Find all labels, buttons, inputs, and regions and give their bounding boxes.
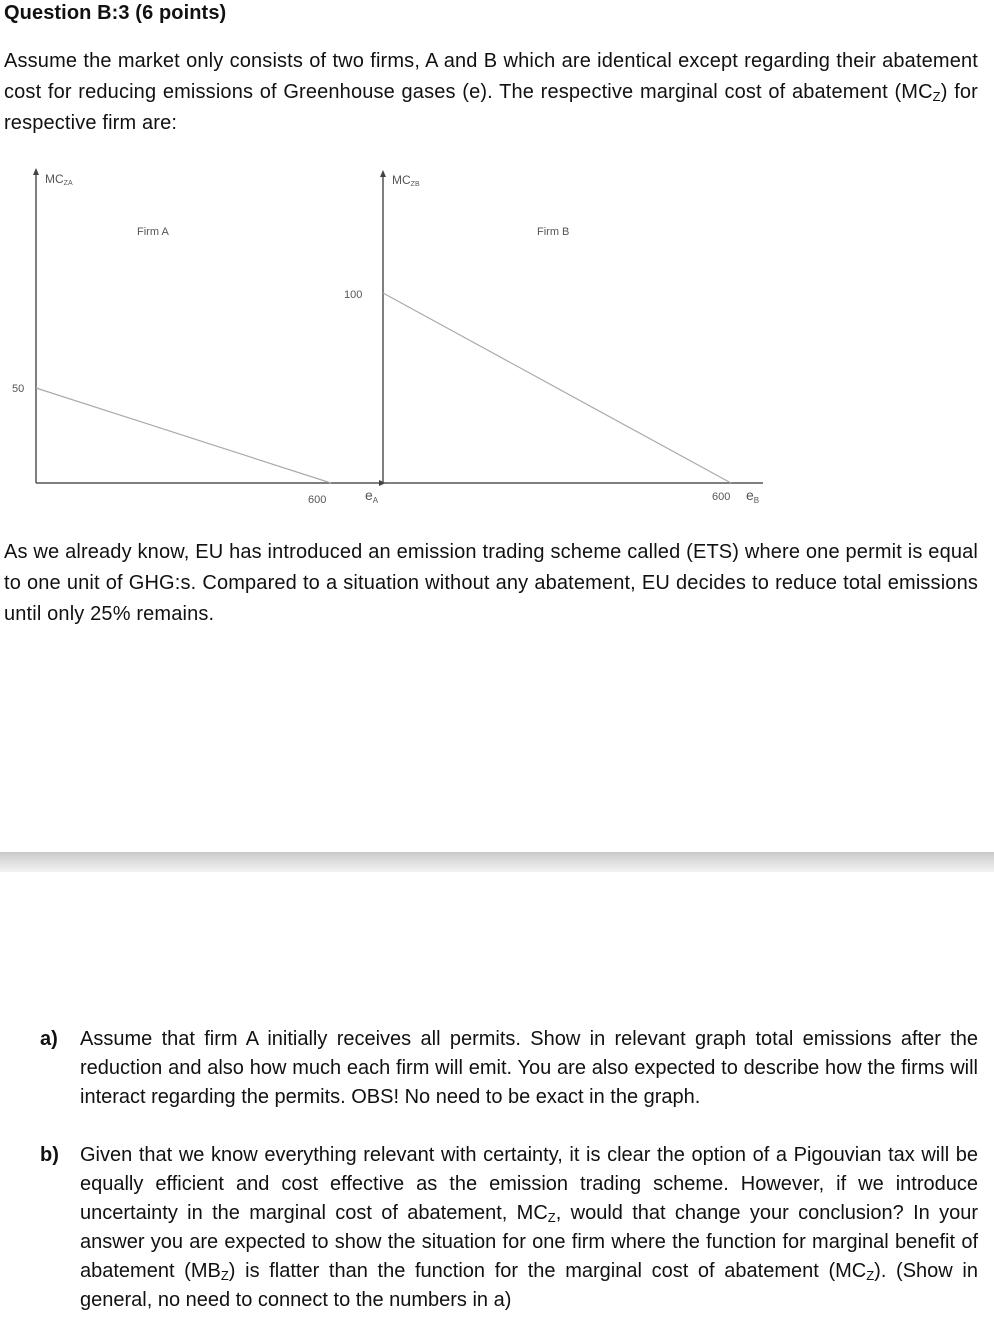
intro-subscript: Z: [932, 89, 941, 104]
question-b: [40, 1141, 978, 1315]
firm-a-mc-curve: [36, 388, 331, 483]
firm-b-y-arrow-icon: [380, 170, 386, 177]
firm-a-y-label: MCZA: [45, 172, 73, 187]
intro-paragraph: [4, 46, 978, 139]
firm-b-mc-curve: [383, 293, 731, 483]
question-title: Question B:3 (6 points): [4, 2, 227, 24]
question-a: [40, 1025, 978, 1112]
firm-b-x-label: $e_B$: [746, 487, 760, 505]
firm-b-x-tick: 600: [712, 491, 731, 503]
intro-text-1: Assume the market only consists of two firms, A and B which are identical except regarding their abatement cost for reducing emissions of Greenhouse gases (e). The respective marginal cost of abatement (MC: [4, 50, 978, 103]
question-a-label: a): [40, 1028, 58, 1050]
firm-a-title: Firm A: [137, 226, 169, 238]
mc-graphs: [0, 160, 994, 520]
firm-a-y-tick: 50: [12, 383, 25, 395]
question-b-label: b): [40, 1144, 59, 1166]
firm-b-title: Firm B: [537, 226, 570, 238]
firm-a-graph: [12, 168, 386, 506]
firm-a-x-tick: 600: [308, 494, 327, 506]
firm-b-graph: [344, 170, 763, 505]
firm-a-y-arrow-icon: [33, 168, 39, 175]
firm-b-y-label: MCZB: [392, 173, 420, 188]
firm-a-x-label: $e_A$: [365, 487, 379, 505]
context-paragraph: As we already know, EU has introduced an emission trading scheme called (ETS) where one permit is equal to one unit of GHG:s. Compared to a situation without any abatement, EU decides to reduce total emissions until only 25% remains.: [4, 541, 978, 625]
section-divider: [0, 852, 994, 872]
firm-b-y-tick: 100: [344, 289, 363, 301]
question-b-text: Given that we know everything relevant with certainty, it is clear the option of a Pigouvian tax will be equally efficient and cost effective as the emission trading scheme. However, if we introduce uncertainty in the marginal cost of abatement, $MC_Z$, would that change your conclusion? In your answer you are expected to show the situation for one firm where the function for marginal benefit of abatement $(MB_Z)$ is flatter than the function for the marginal cost of abatement $(MC_Z)$. (Show in general, no need to connect to the numbers in a): [80, 1144, 978, 1311]
intro-text-2: ) for respective firm are:: [4, 81, 978, 134]
question-a-text: Assume that firm A initially receives all permits. Show in relevant graph total emissions after the reduction and also how much each firm will emit. You are also expected to describe how the firms will interact regarding the permits. OBS! No need to be exact in the graph.: [80, 1028, 978, 1108]
